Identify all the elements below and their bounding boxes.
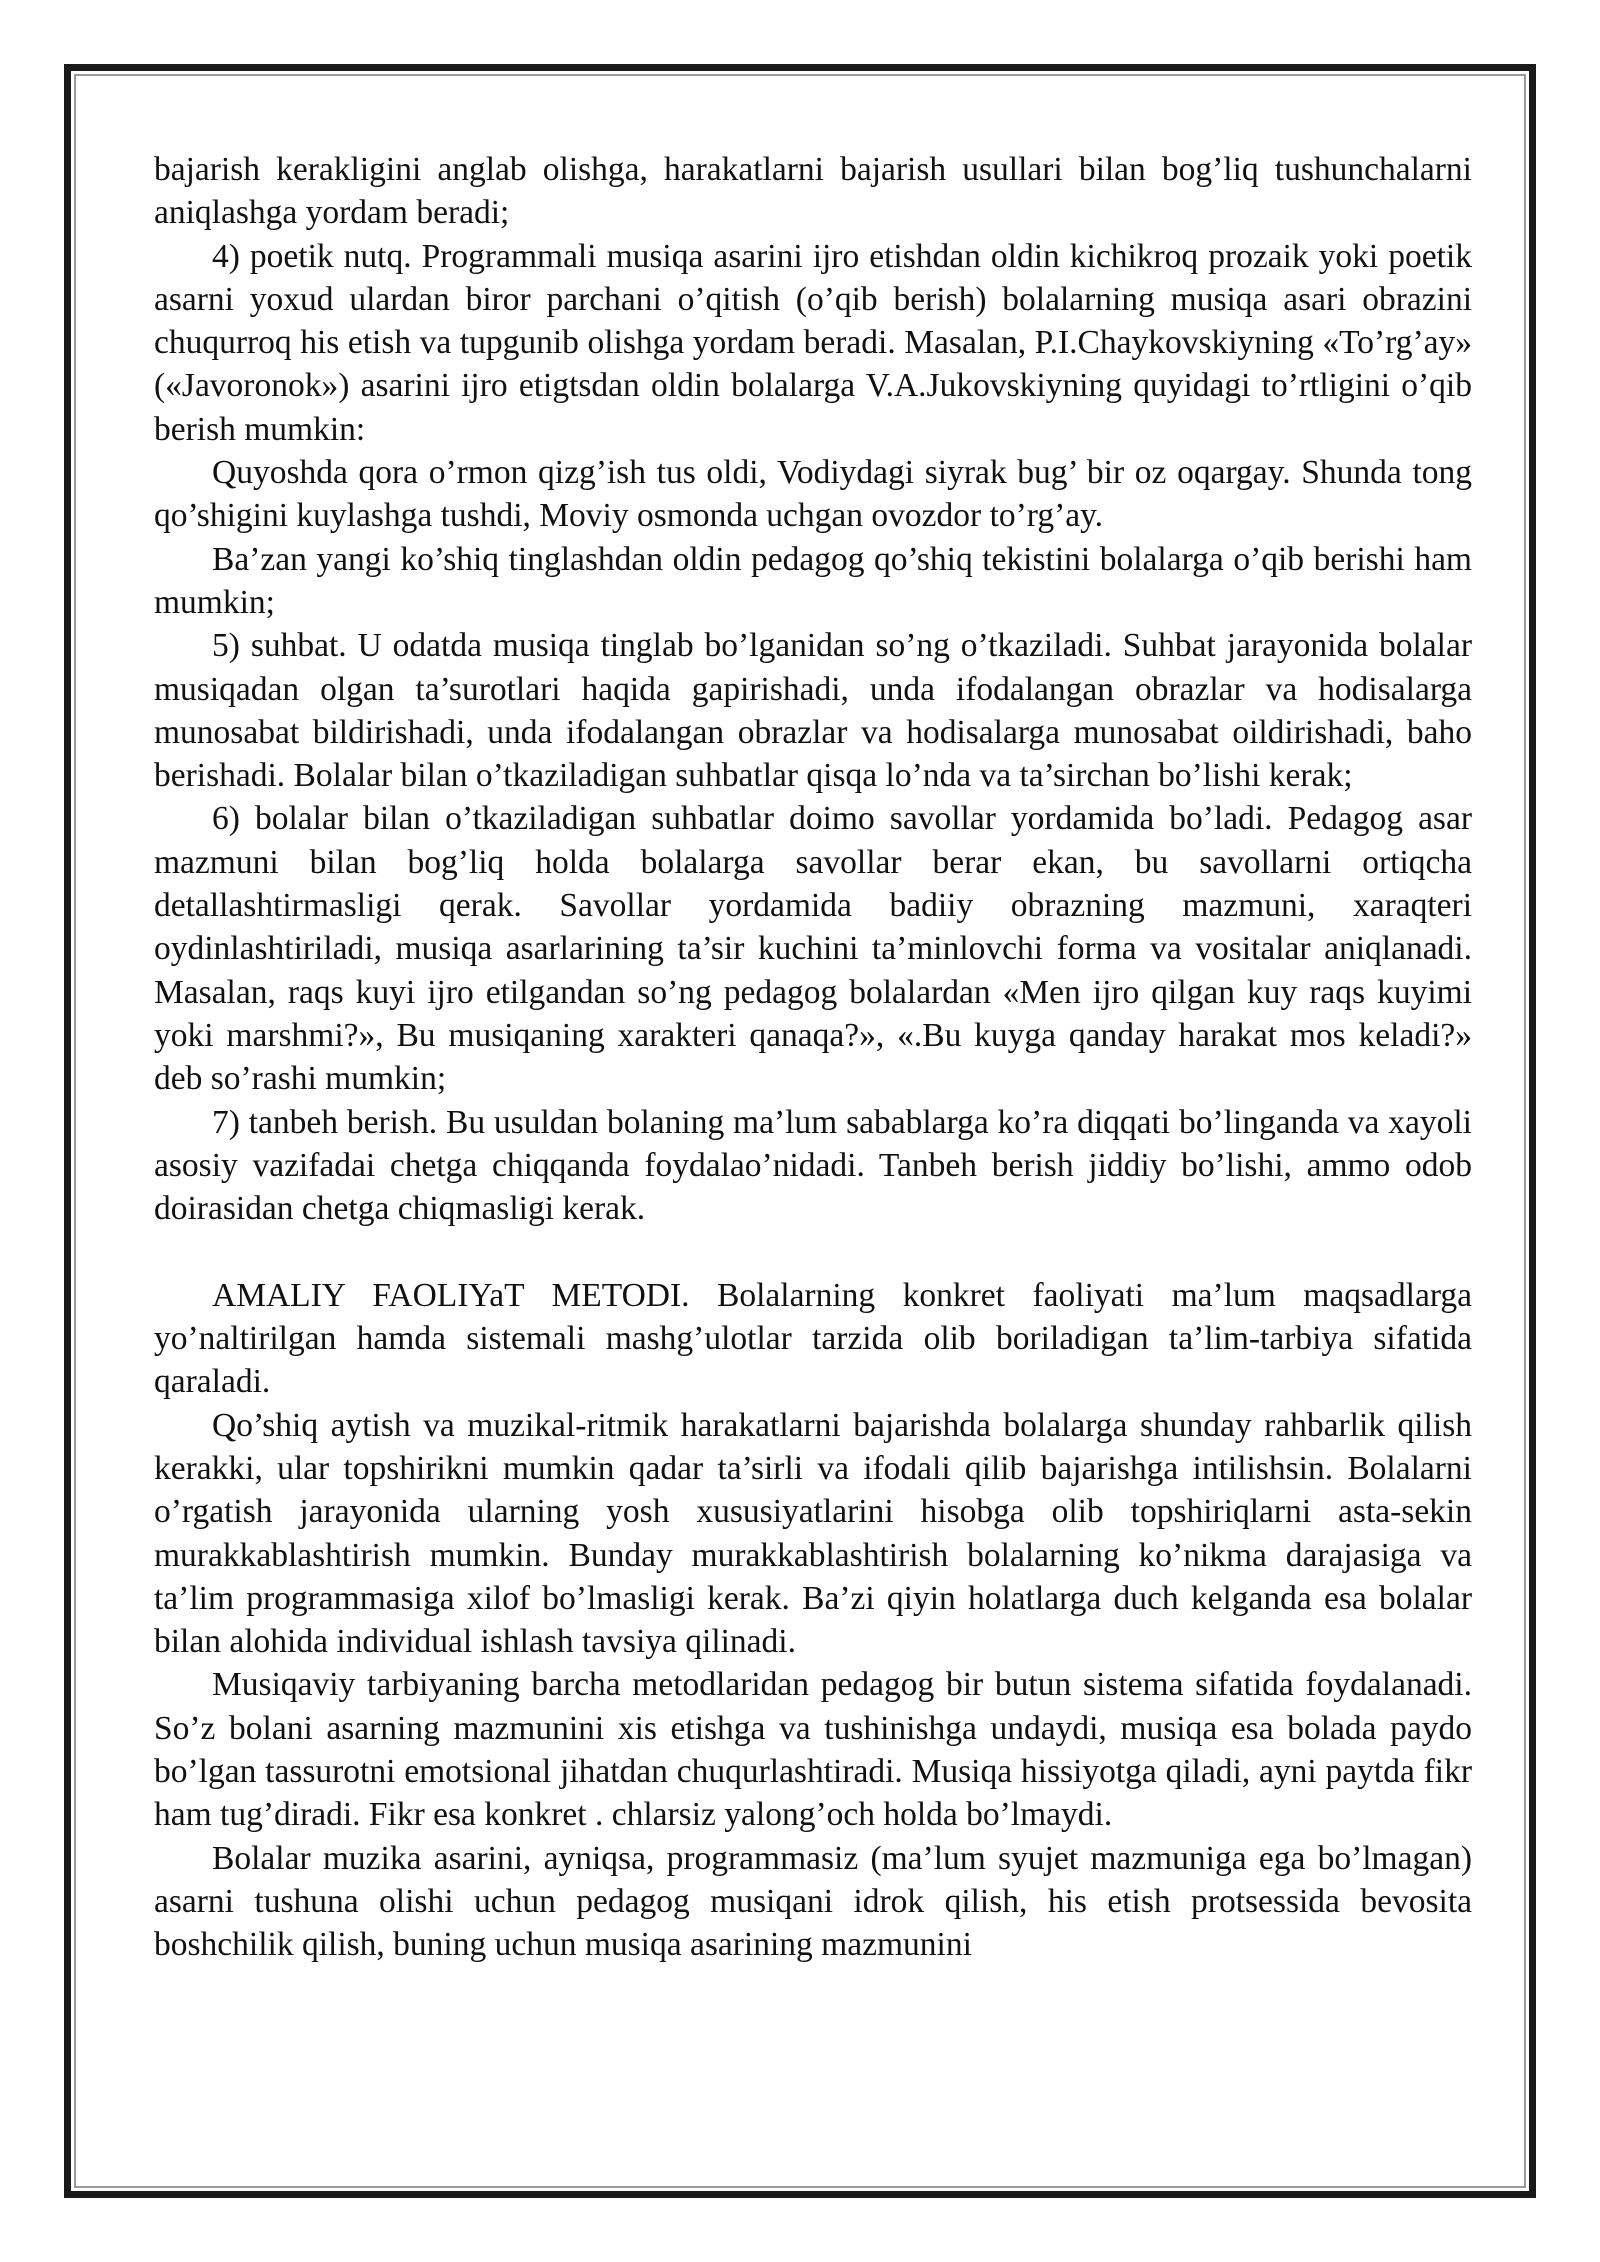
paragraph-conversation: 5) suhbat. U odatda musiqa tinglab bo’lganidan so’ng o’tkaziladi. Suhbat jarayonida bolalar musiqadan olgan ta’surotlari haqida gapirishadi, unda ifodalangan obrazlar va hodisalarga munosabat bildirishadi, unda ifodalangan obrazlar va hodisalarga munosabat oildirishadi, baho berishadi. Bolalar bilan o’tkaziladigan suhbatlar qisqa lo’nda va ta’sirchan bo’lishi kerak; [154,627,1472,795]
paragraph-poetic-speech: 4) poetik nutq. Programmali musiqa asarini ijro etishdan oldin kichikroq prozaik yoki poetik asarni yoxud ulardan biror parchani o’qitish (o’qib berish) bolalarning musiqa asari obrazini chuqurroq his etish va tupgunib olishga yordam beradi. Masalan, P.I.Chaykovskiyning «To’rg’ay» («Javoronok») asarini ijro etigtsdan oldin bolalarga V.A.Jukovskiyning quyidagi to’rtligini o’qib berish mumkin: [154,237,1472,448]
paragraph-poem-quote: Quyoshda qora o’rmon qizg’ish tus oldi, Vodiydagi siyrak bug’ bir oz oqargay. Shunda tong qo’shigini kuylashga tushdi, Moviy osmonda uchgan ovozdor to’rg’ay. [154,454,1472,535]
paragraph-song-text: Ba’zan yangi ko’shiq tinglashdan oldin pedagog qo’shiq tekistini bolalarga o’qib berishi ham mumkin; [154,540,1472,621]
paragraph-questions: 6) bolalar bilan o’tkaziladigan suhbatlar doimo savollar yordamida bo’ladi. Pedagog asar mazmuni bilan bog’liq holda bolalarga savollar berar ekan, bu savollarni ortiqcha detallashtirmasligi qerak. Savollar yordamida badiiy obrazning mazmuni, xaraqteri oydinlashtiriladi, musiqa asarlarining ta’sir kuchini ta’minlovchi forma va vositalar aniqlanadi. Masalan, raqs kuyi ijro etilgandan so’ng pedagog bolalardan «Men ijro qilgan kuy raqs kuyimi yoki marshmi?», Bu musiqaning xarakteri qanaqa?», «.Bu kuyga qanday harakat mos keladi?» deb so’rashi mumkin; [154,800,1472,1098]
paragraph-continuation: bajarish kerakligini anglab olishga, harakatlarni bajarish usullari bilan bog’liq tushunchalarni aniqlashga yordam beradi; [154,151,1472,232]
paragraph-singing-guidance: Qo’shiq aytish va muzikal-ritmik harakatlarni bajarishda bolalarga shunday rahbarlik qilish kerakki, ular topshirikni mumkin qadar ta’sirli va ifodali qilib bajarishga intilishsin. Bolalarni o’rgatish jarayonida ularning yosh xususiyatlarini hisobga olib topshiriqlarni asta-sekin murakkablashtirish mumkin. Bunday murakkablashtirish bolalarning ko’nikma darajasiga va ta’lim programmasiga xilof bo’lmasligi kerak. Ba’zi qiyin holatlarga duch kelganda esa bolalar bilan alohida individual ishlash tavsiya qilinadi. [154,1406,1472,1661]
document-text [154,148,1472,1966]
paragraph-methods-system: Musiqaviy tarbiyaning barcha metodlaridan pedagog bir butun sistema sifatida foydalanadi. So’z bolani asarning mazmunini xis etishga va tushinishga undaydi, musiqa esa bolada paydo bo’lgan tassurotni emotsional jihatdan chuqurlashtiradi. Musiqa hissiyotga qiladi, ayni paytda fikr ham tug’diradi. Fikr esa konkret . chlarsiz yalong’och holda bo’lmaydi. [154,1666,1472,1834]
paragraph-programless-music: Bolalar muzika asarini, ayniqsa, programmasiz (ma’lum syujet mazmuniga ega bo’lmagan) asarni tushuna olishi uchun pedagog musiqani idrok qilish, his etish protsessida bevosita boshchilik qilish, buning uchun musiqa asarining mazmunini [154,1839,1472,1964]
paragraph-practical-method: AMALIY FAOLIYaT METODI. Bolalarning konkret faoliyati ma’lum maqsadlarga yo’naltirilgan hamda sistemali mashg’ulotlar tarzida olib boriladigan ta’lim-tarbiya sifatida qaraladi. [154,1276,1472,1401]
paragraph-reprimand: 7) tanbeh berish. Bu usuldan bolaning ma’lum sabablarga ko’ra diqqati bo’linganda va xayoli asosiy vazifadai chetga chiqqanda foydalao’nidadi. Tanbeh berish jiddiy bo’lishi, ammo odob doirasidan chetga chiqmasligi kerak. [154,1103,1472,1228]
